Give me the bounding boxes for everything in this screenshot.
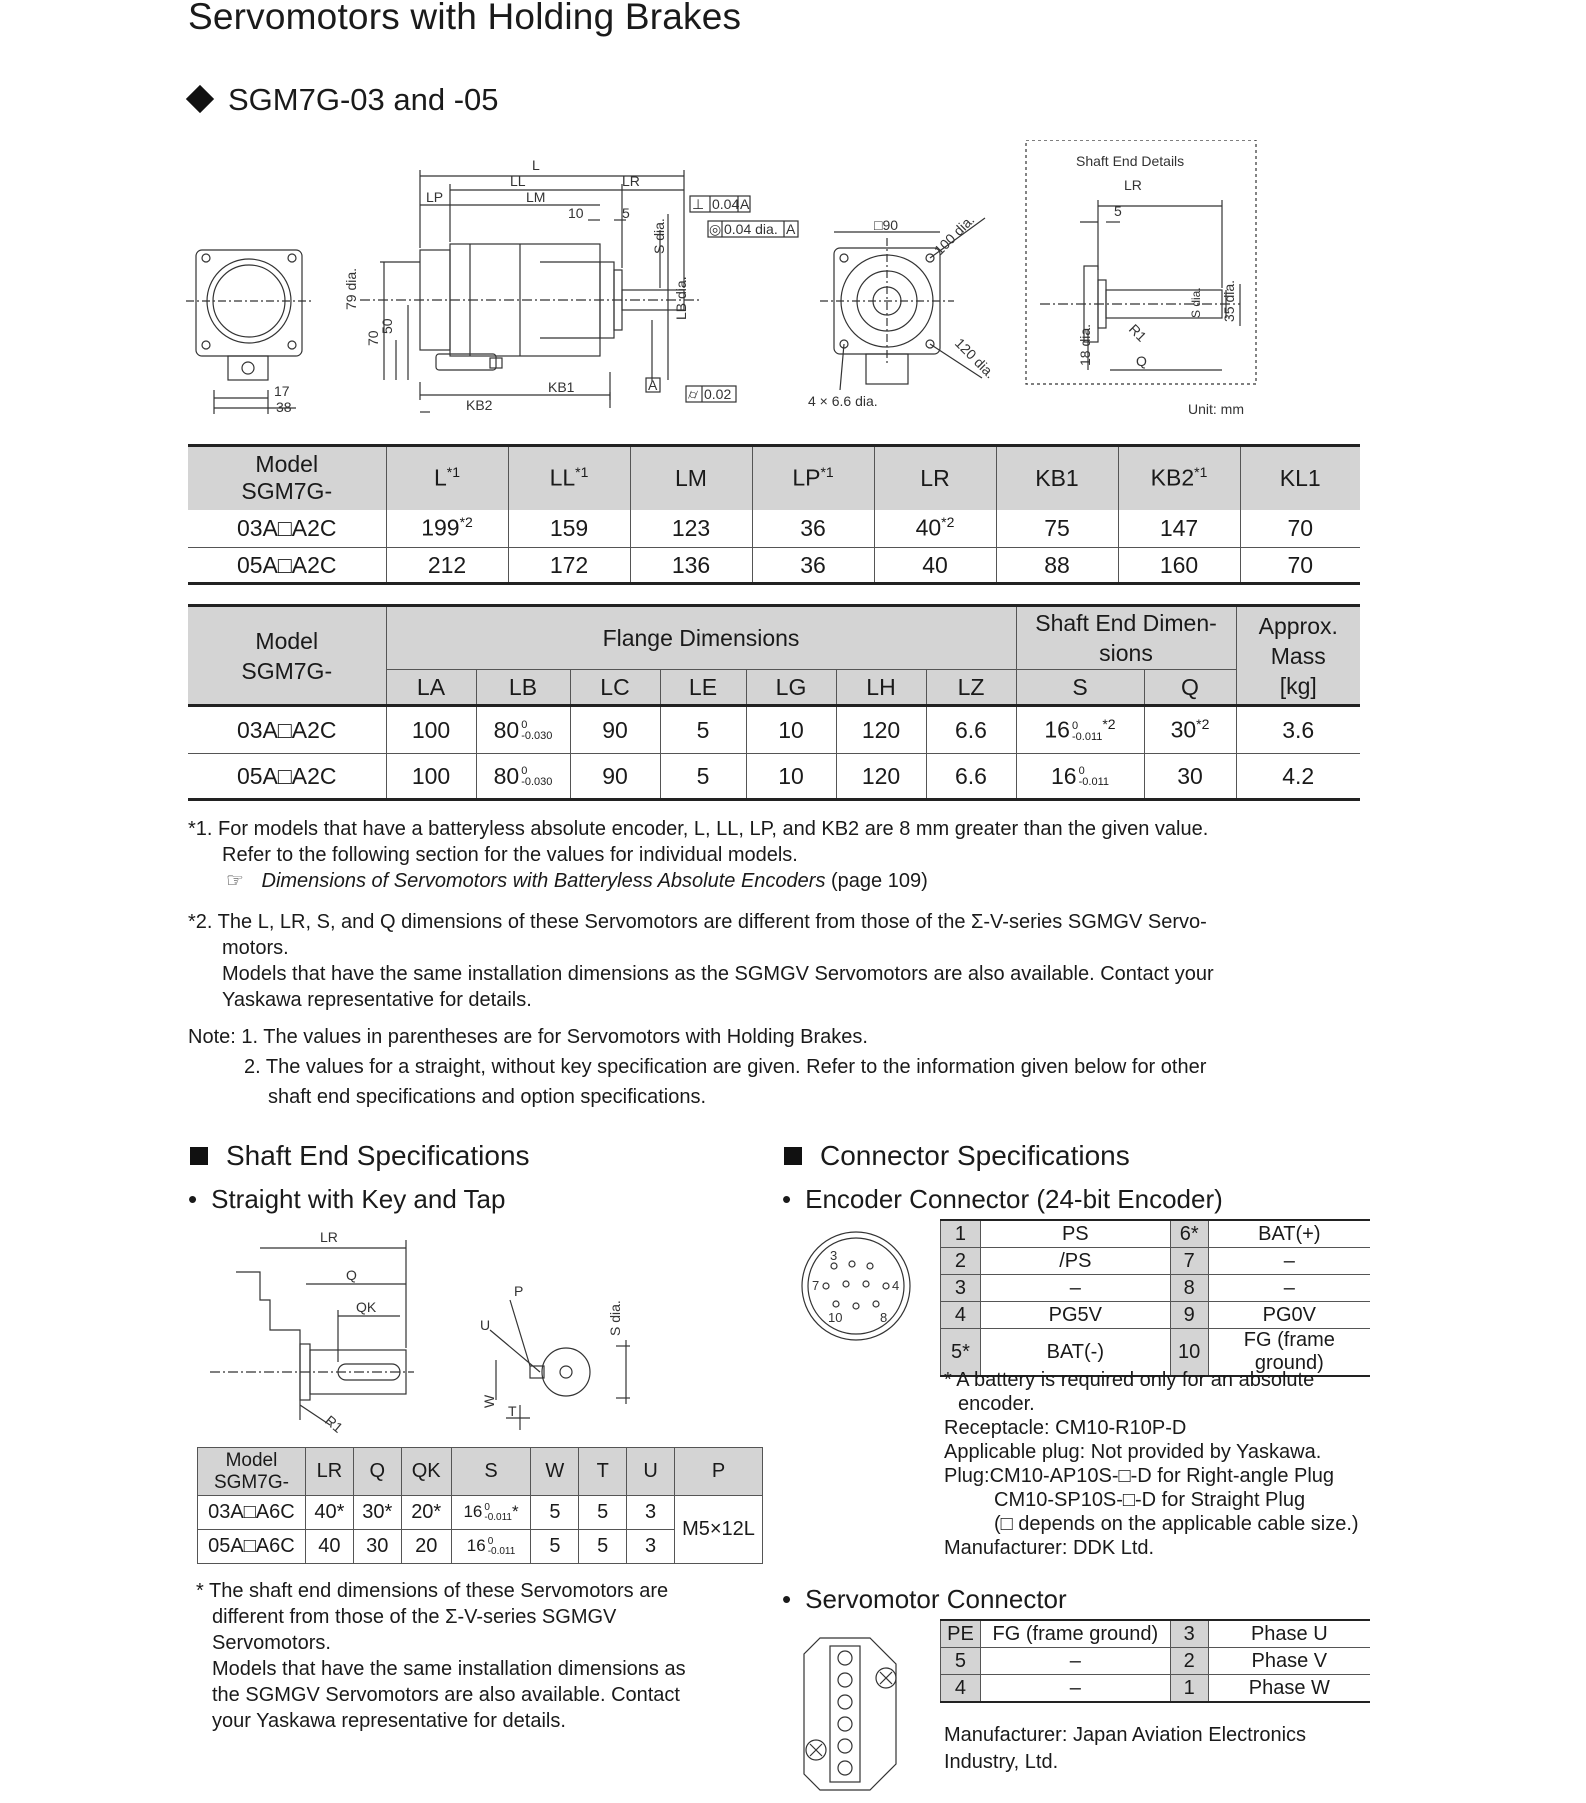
footnote-text: the SGMGV Servomotors are also available. Contact (212, 1684, 680, 1706)
tol-perp-value: 0.04 (712, 196, 740, 212)
header-lc: LC (570, 670, 660, 706)
shaft-spec-subheading: • Straight with Key and Tap (188, 1184, 506, 1214)
footnote-2 (188, 909, 1388, 1013)
cell-model: 05A□A2C (188, 548, 386, 584)
cell-lh: 120 (836, 754, 926, 800)
pin-signal: FG (frame ground) (980, 1620, 1170, 1648)
footnote-text: Servomotors. (212, 1632, 331, 1654)
cell-q: 30$^{*2}$ (1144, 706, 1236, 754)
note-label: Plug: (944, 1465, 990, 1487)
pin-number: 8 (1170, 1275, 1208, 1302)
dim-label-ll: LL (510, 173, 526, 189)
cell-w: 5 (531, 1530, 579, 1564)
footnote-text: Models that have the same installation dimensions as (212, 1658, 686, 1680)
shaft-diagram-qk-label: QK (356, 1299, 377, 1315)
servomotor-connector-icon (800, 1634, 906, 1794)
header-le: LE (660, 670, 746, 706)
datum-label: A (648, 377, 658, 393)
table-row (941, 1675, 1371, 1703)
header-shaft-end: Shaft End Dimen- sions (1016, 606, 1236, 670)
tol-conc-datum: A (786, 221, 796, 237)
cell-kl1: 70 (1240, 548, 1360, 584)
pin-number: 3 (941, 1275, 981, 1302)
cell-le: 5 (660, 754, 746, 800)
pin-signal: – (980, 1675, 1170, 1703)
table-row (941, 1275, 1371, 1302)
section-heading-text: SGM7G-03 and -05 (228, 82, 499, 117)
pin-signal: PG0V (1208, 1302, 1370, 1329)
pin-number: PE (941, 1620, 981, 1648)
footnote-text: The L, LR, S, and Q dimensions of these Servomotors are different from those of the Σ-V-series SGMGV Servo- (217, 911, 1207, 933)
shaft-diagram-w-label: W (481, 1394, 497, 1408)
dimensions-table-2 (188, 604, 1360, 801)
cell-q: 30 (1144, 754, 1236, 800)
table-row (941, 1302, 1371, 1329)
cell-s: 16 0 -0.011 (451, 1530, 531, 1564)
pin-number: 5 (941, 1648, 981, 1675)
note-text: encoder. (958, 1393, 1035, 1415)
header-model: Model SGM7G- (188, 446, 386, 510)
note-text: * A battery is required only for an absolute (944, 1369, 1315, 1391)
header-lg: LG (746, 670, 836, 706)
tol-conc-value: 0.04 dia. (724, 221, 778, 237)
encoder-pin-table (940, 1219, 1370, 1377)
shaft-spec-table (197, 1447, 763, 1564)
encoder-notes (944, 1368, 1384, 1560)
encoder-connector-subheading: • Encoder Connector (24-bit Encoder) (782, 1184, 1223, 1214)
table-row (941, 1248, 1371, 1275)
cell-s: 16 0 -0.011$^{*2}$ (1016, 706, 1144, 754)
reference-hand-icon: ☞ (226, 870, 244, 892)
header-la: LA (386, 670, 476, 706)
cell-mass: 3.6 (1236, 706, 1360, 754)
pin-signal: – (1208, 1275, 1370, 1302)
note-text: CM10-AP10S-□-D for Right-angle Plug (989, 1465, 1335, 1487)
cell-q: 30* (353, 1496, 401, 1530)
shaft-footnote (196, 1578, 756, 1734)
header-q: Q (1144, 670, 1236, 706)
header-lz: LZ (926, 670, 1016, 706)
dim-label-lp: LP (426, 189, 444, 205)
cell-le: 5 (660, 706, 746, 754)
shaft-detail-title: Shaft End Details (1076, 153, 1185, 169)
pin-signal: BAT(-) (980, 1329, 1170, 1377)
cell-model: 03A□A2C (188, 510, 386, 548)
note-text: shaft end specifications and option specifications. (268, 1086, 707, 1108)
encoder-pin-label: 7 (812, 1278, 820, 1293)
cell-mass: 4.2 (1236, 754, 1360, 800)
dim-label-79-dia: 79 dia. (343, 267, 359, 310)
pin-signal: Phase W (1208, 1675, 1370, 1703)
header-w: W (531, 1448, 579, 1496)
pin-signal: – (980, 1648, 1170, 1675)
footnote-text: For models that have a batteryless absolute encoder, L, LL, LP, and KB2 are 8 mm greater than the given value. (218, 818, 1209, 840)
pin-number: 1 (941, 1220, 981, 1248)
table-row (941, 1220, 1371, 1248)
cell-model: 03A□A2C (188, 706, 386, 754)
cell-model: 05A□A6C (198, 1530, 306, 1564)
servo-manufacturer (944, 1722, 1384, 1776)
note-text: Receptacle: CM10-R10P-D (944, 1417, 1187, 1439)
dim-label-kb2: KB2 (466, 397, 493, 413)
cell-lc: 90 (570, 754, 660, 800)
dim-label-38: 38 (276, 399, 292, 415)
footnote-text: your Yaskawa representative for details. (212, 1710, 566, 1732)
encoder-connector-icon (796, 1226, 916, 1346)
pin-signal: – (1208, 1248, 1370, 1275)
footnote-1 (188, 816, 1388, 894)
table-row (188, 754, 1360, 800)
motor-front-view (820, 218, 985, 390)
cell-q: 30 (353, 1530, 401, 1564)
cell-s: 16 0 -0.011 (1016, 754, 1144, 800)
dim-label-lm: LM (526, 189, 546, 205)
header-p: P (675, 1448, 763, 1496)
tol-perp-symbol: ⊥ (692, 196, 705, 212)
dot-bullet-icon: • (188, 1184, 198, 1214)
cell-w: 5 (531, 1496, 579, 1530)
dim-label-70: 70 (365, 330, 381, 346)
cell-lr: 40* (305, 1496, 353, 1530)
header-ll: LL$^{*1}$ (508, 446, 630, 510)
pin-number: 2 (941, 1248, 981, 1275)
pin-signal: PS (980, 1220, 1170, 1248)
cell-lz: 6.6 (926, 706, 1016, 754)
dim-label-5: 5 (622, 205, 630, 221)
footnote-text: Models that have the same installation dimensions as the SGMGV Servomotors are also available. Contact your (222, 963, 1214, 985)
cell-qk: 20 (401, 1530, 451, 1564)
cell-lg: 10 (746, 706, 836, 754)
pin-number: 7 (1170, 1248, 1208, 1275)
dim-label-10: 10 (568, 205, 584, 221)
header-q: Q (353, 1448, 401, 1496)
encoder-pin-label: 10 (828, 1310, 843, 1325)
cell-lb: 80 0 -0.030 (476, 754, 570, 800)
note-text: 2. The values for a straight, without key specification are given. Refer to the information given below for other (244, 1056, 1207, 1078)
cell-kb2: 147 (1118, 510, 1240, 548)
shaft-5-label: 5 (1114, 203, 1122, 219)
shaft-diagram-q-label: Q (346, 1267, 357, 1283)
footnote-mark: *1. (188, 818, 213, 840)
note-text: Manufacturer: Japan Aviation Electronics (944, 1724, 1307, 1746)
header-flange: Flange Dimensions (386, 606, 1016, 670)
note-text: (□ depends on the applicable cable size.) (994, 1513, 1359, 1535)
pin-signal: PG5V (980, 1302, 1170, 1329)
table-row (188, 706, 1360, 754)
cell-lr: 40 (874, 548, 996, 584)
dim-label-lb-dia: LB dia. (673, 276, 689, 320)
unit-label: Unit: mm (1188, 401, 1244, 417)
cell-t: 5 (579, 1530, 627, 1564)
diamond-bullet-icon (186, 85, 214, 113)
cell-ll: 159 (508, 510, 630, 548)
cell-s: 16 0 -0.011* (451, 1496, 531, 1530)
front-square-label: □90 (874, 217, 899, 233)
front-dia1-label: 100 dia. (930, 211, 978, 259)
shaft-key-diagram (200, 1225, 640, 1445)
notes-block (188, 1022, 1388, 1112)
footnote-text: The shaft end dimensions of these Servomotors are (209, 1580, 669, 1602)
dot-bullet-icon: • (782, 1184, 792, 1214)
dimension-drawing (180, 140, 1260, 420)
pin-signal: FG (frame ground) (1208, 1329, 1370, 1377)
table-row (188, 548, 1360, 584)
shaft-diagram-p-label: P (514, 1283, 524, 1299)
header-model: Model SGM7G- (188, 606, 386, 706)
cell-lh: 120 (836, 706, 926, 754)
footnote-text: motors. (222, 937, 289, 959)
header-t: T (579, 1448, 627, 1496)
cell-p: M5×12L (675, 1496, 763, 1564)
note-text: CM10-SP10S-□-D for Straight Plug (994, 1489, 1306, 1511)
header-lr: LR (874, 446, 996, 510)
shaft-diagram-s-dia-label: S dia. (607, 1300, 623, 1336)
cell-l: 199$^{*2}$ (386, 510, 508, 548)
header-lr: LR (305, 1448, 353, 1496)
connector-spec-heading: Connector Specifications (784, 1140, 1130, 1172)
table-row (198, 1496, 763, 1530)
pin-signal: Phase U (1208, 1620, 1370, 1648)
tol-conc-symbol: ◎ (709, 221, 722, 237)
note-text: Industry, Ltd. (944, 1751, 1059, 1773)
cell-model: 03A□A6C (198, 1496, 306, 1530)
cell-lr: 40$^{*2}$ (874, 510, 996, 548)
table-row (941, 1620, 1371, 1648)
pin-number: 2 (1170, 1648, 1208, 1675)
cell-la: 100 (386, 754, 476, 800)
pin-number: 5* (941, 1329, 981, 1377)
cell-lb: 80 0 -0.030 (476, 706, 570, 754)
header-l: $L^{*1}$ (386, 446, 508, 510)
encoder-pin-label: 3 (830, 1248, 838, 1263)
shaft-spec-heading: Shaft End Specifications (190, 1140, 530, 1172)
motor-end-view (186, 250, 312, 414)
header-lh: LH (836, 670, 926, 706)
shaft-diagram-r1-label: R1 (322, 1412, 347, 1436)
header-lp: LP$^{*1}$ (752, 446, 874, 510)
shaft-diagram-u-label: U (480, 1317, 491, 1333)
note-text: Applicable plug: Not provided by Yaskawa. (944, 1441, 1322, 1463)
pin-number: 6* (1170, 1220, 1208, 1248)
header-kl1: KL1 (1240, 446, 1360, 510)
cell-model: 05A□A2C (188, 754, 386, 800)
cell-lc: 90 (570, 706, 660, 754)
servo-connector-subheading: • Servomotor Connector (782, 1584, 1067, 1614)
table-row (188, 510, 1360, 548)
cell-lg: 10 (746, 754, 836, 800)
dot-bullet-icon: • (782, 1584, 792, 1614)
pin-number: 1 (1170, 1675, 1208, 1703)
cell-lr: 40 (305, 1530, 353, 1564)
pin-signal: BAT(+) (1208, 1220, 1370, 1248)
pin-signal: – (980, 1275, 1170, 1302)
footnote-text: Yaskawa representative for details. (222, 989, 532, 1011)
cell-lm: 136 (630, 548, 752, 584)
dim-label-17: 17 (274, 383, 290, 399)
cell-qk: 20* (401, 1496, 451, 1530)
header-u: U (627, 1448, 675, 1496)
dim-label-lr: LR (622, 173, 640, 189)
shaft-diagram-t-label: T (508, 1403, 517, 1419)
cell-lp: 36 (752, 510, 874, 548)
front-dia2-label: 120 dia. (951, 334, 999, 382)
cell-kl1: 70 (1240, 510, 1360, 548)
pin-number: 4 (941, 1675, 981, 1703)
footnote-text: different from those of the Σ-V-series SGMGV (212, 1606, 617, 1628)
pin-signal: Phase V (1208, 1648, 1370, 1675)
reference-link[interactable]: Dimensions of Servomotors with Batteryless Absolute Encoders (page 109) (261, 870, 928, 892)
shaft-diagram-lr-label: LR (320, 1229, 338, 1245)
shaft-35-dia-label: 35 dia. (1221, 279, 1237, 322)
header-qk: QK (401, 1448, 451, 1496)
header-s: S (451, 1448, 531, 1496)
cell-l: 212 (386, 548, 508, 584)
cell-lp: 36 (752, 548, 874, 584)
footnote-text: Refer to the following section for the values for individual models. (222, 844, 798, 866)
header-lm: LM (630, 446, 752, 510)
front-holes-label: 4 × 6.6 dia. (808, 393, 878, 409)
cell-ll: 172 (508, 548, 630, 584)
dimensions-table-1 (188, 444, 1360, 585)
pin-number: 3 (1170, 1620, 1208, 1648)
shaft-q-label: Q (1136, 353, 1147, 369)
dim-label-kb1: KB1 (548, 379, 575, 395)
cell-kb1: 88 (996, 548, 1118, 584)
note-label: Note: (188, 1026, 236, 1048)
header-s: S (1016, 670, 1144, 706)
pin-number: 10 (1170, 1329, 1208, 1377)
cell-u: 3 (627, 1496, 675, 1530)
servomotor-pin-table (940, 1619, 1370, 1703)
cell-la: 100 (386, 706, 476, 754)
header-mass: Approx. Mass [kg] (1236, 606, 1360, 706)
pin-signal: /PS (980, 1248, 1170, 1275)
shaft-lr-label: LR (1124, 177, 1142, 193)
shaft-s-dia-label: S dia. (1189, 287, 1203, 318)
cell-kb2: 160 (1118, 548, 1240, 584)
note-text: 1. The values in parentheses are for Servomotors with Holding Brakes. (241, 1026, 868, 1048)
table-row (941, 1648, 1371, 1675)
dim-label-s-dia: S dia. (651, 218, 667, 254)
cell-kb1: 75 (996, 510, 1118, 548)
footnote-mark: * (196, 1580, 204, 1602)
header-lb: LB (476, 670, 570, 706)
cell-lz: 6.6 (926, 754, 1016, 800)
dim-label-50: 50 (379, 318, 395, 334)
pin-number: 9 (1170, 1302, 1208, 1329)
cell-lm: 123 (630, 510, 752, 548)
note-text: Manufacturer: DDK Ltd. (944, 1537, 1155, 1559)
dim-label-l: L (532, 157, 540, 173)
header-kb1: KB1 (996, 446, 1118, 510)
cell-u: 3 (627, 1530, 675, 1564)
tol-perp-datum: A (740, 196, 750, 212)
encoder-pin-label: 4 (892, 1278, 900, 1293)
section-heading (190, 82, 499, 118)
tol-flat-symbol: ⌭ (688, 386, 699, 402)
footnote-mark: *2. (188, 911, 213, 933)
encoder-pin-label: 8 (880, 1310, 888, 1325)
cell-t: 5 (579, 1496, 627, 1530)
pin-number: 4 (941, 1302, 981, 1329)
shaft-18-dia-label: 18 dia. (1077, 323, 1093, 366)
header-model: Model SGM7G- (198, 1448, 306, 1496)
tol-flat-value: 0.02 (704, 386, 732, 402)
page-title: Servomotors with Holding Brakes (188, 0, 742, 37)
header-kb2: KB2$^{*1}$ (1118, 446, 1240, 510)
square-bullet-icon (190, 1147, 208, 1165)
square-bullet-icon (784, 1147, 802, 1165)
shaft-r1-label: R1 (1125, 320, 1150, 345)
